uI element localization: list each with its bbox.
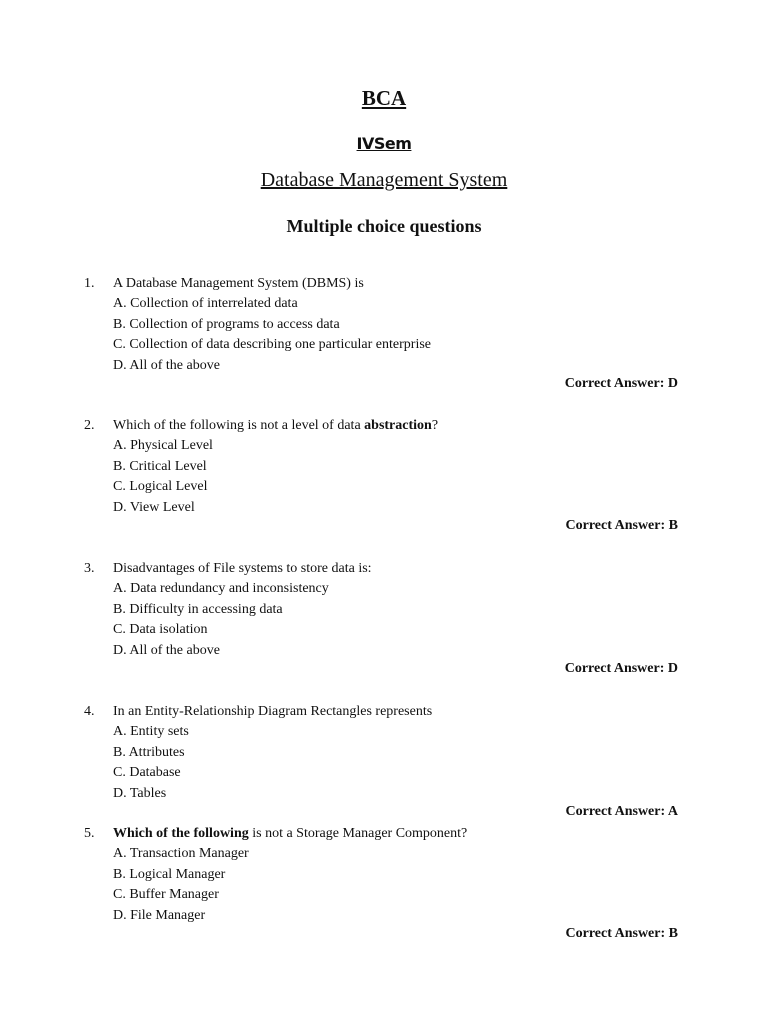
question-number: 4. xyxy=(84,704,95,719)
question-text xyxy=(113,824,467,845)
question-text xyxy=(113,559,372,580)
course-title: BCA xyxy=(361,86,407,110)
question-text-before: In an Entity-Relationship Diagram Rectangles represents xyxy=(113,704,433,719)
option-list xyxy=(113,436,213,518)
option-c: C. Data isolation xyxy=(113,622,208,637)
correct-answer-3: Correct Answer: D xyxy=(564,661,678,676)
question-number: 1. xyxy=(84,276,95,291)
question-text-before: A Database Management System (DBMS) is xyxy=(113,276,364,291)
question-text-bold: abstraction xyxy=(364,418,432,433)
option-list xyxy=(113,722,189,804)
option-list xyxy=(113,579,329,661)
option-c: C. Database xyxy=(113,765,181,780)
option-list xyxy=(113,294,431,376)
option-c: C. Logical Level xyxy=(113,479,208,494)
option-d: D. All of the above xyxy=(113,357,220,373)
correct-answer-2: Correct Answer: B xyxy=(565,518,678,533)
question-text-after: ? xyxy=(431,418,439,433)
question-text xyxy=(113,702,432,723)
correct-answer-5: Correct Answer: B xyxy=(565,926,678,941)
option-b: B. Difficulty in accessing data xyxy=(113,601,283,617)
question-text xyxy=(113,416,438,437)
option-b: B. Critical Level xyxy=(113,458,207,474)
question-text-before: Disadvantages of File systems to store data is: xyxy=(113,561,372,576)
option-c: C. Collection of data describing one particular enterprise xyxy=(113,337,432,352)
option-c: C. Buffer Manager xyxy=(113,887,219,902)
option-d: D. File Manager xyxy=(113,907,206,923)
option-a: A. Physical Level xyxy=(113,438,213,453)
section-title: Multiple choice questions xyxy=(286,216,482,236)
question-text xyxy=(113,274,364,295)
option-list xyxy=(113,844,249,926)
option-a: A. Data redundancy and inconsistency xyxy=(113,581,329,596)
correct-answer-4: Correct Answer: A xyxy=(565,804,678,819)
question-number: 2. xyxy=(84,418,95,433)
question-text-after: is not a Storage Manager Component? xyxy=(248,826,468,841)
option-d: D. View Level xyxy=(113,499,195,515)
subject-title: Database Management System xyxy=(260,169,508,191)
semester-title: IVSem xyxy=(356,134,412,153)
question-number: 5. xyxy=(84,826,95,841)
question-text-before: Which of the following is not a level of data xyxy=(113,418,365,433)
option-a: A. Transaction Manager xyxy=(113,846,249,861)
correct-answer-1: Correct Answer: D xyxy=(564,376,678,391)
option-a: A. Entity sets xyxy=(113,724,189,739)
option-b: B. Collection of programs to access data xyxy=(113,316,340,332)
question-number: 3. xyxy=(84,561,95,576)
option-a: A. Collection of interrelated data xyxy=(113,296,298,311)
option-d: D. Tables xyxy=(113,785,167,801)
question-text-bold: Which of the following xyxy=(113,826,249,841)
option-d: D. All of the above xyxy=(113,642,220,658)
option-b: B. Attributes xyxy=(113,744,185,760)
option-b: B. Logical Manager xyxy=(113,866,226,882)
